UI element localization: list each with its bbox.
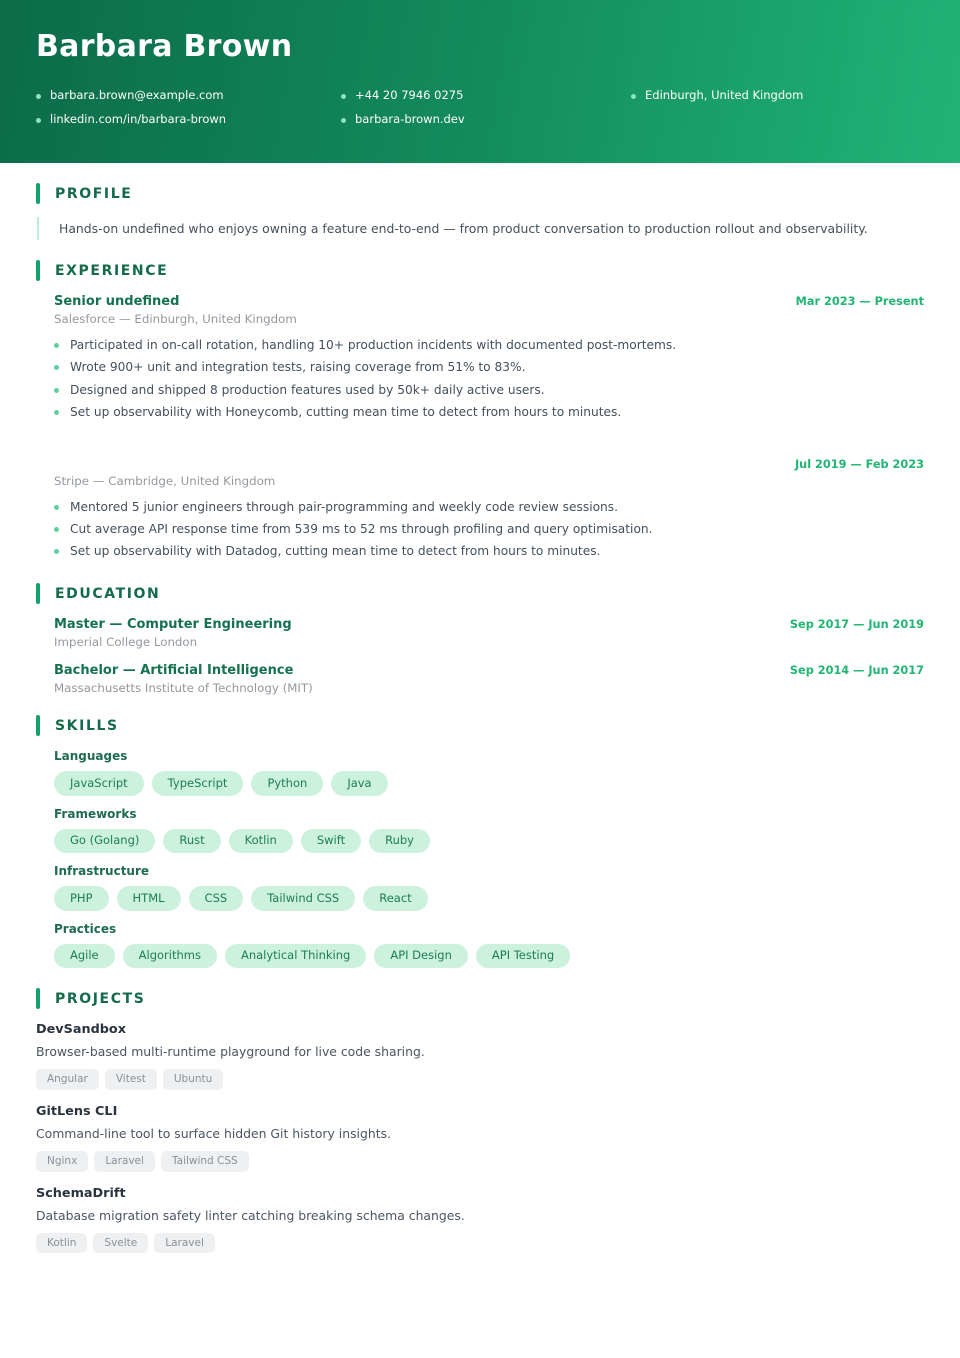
project-tag: Angular xyxy=(36,1069,99,1090)
project-tag: Ubuntu xyxy=(163,1069,223,1090)
experience-header-row xyxy=(54,458,924,471)
experience-bullet xyxy=(54,402,924,424)
project-item xyxy=(36,1104,924,1172)
experience-date-range: Jul 2019 — Feb 2023 xyxy=(794,457,924,471)
contact-item[interactable] xyxy=(341,114,631,126)
skill-pill: Go (Golang) xyxy=(54,829,155,854)
experience-bullet-list xyxy=(54,334,924,424)
section-title-profile: PROFILE xyxy=(55,185,133,202)
bullet-dot-icon xyxy=(54,365,59,370)
contact-text: Edinburgh, United Kingdom xyxy=(645,88,804,103)
section-title-projects: PROJECTS xyxy=(55,990,146,1007)
skill-group-label: Frameworks xyxy=(54,806,137,821)
skill-pill-row xyxy=(54,829,924,854)
experience-item xyxy=(36,458,924,563)
skill-group xyxy=(54,864,924,911)
bullet-text: Set up observability with Honeycomb, cutting mean time to detect from hours to minutes. xyxy=(70,405,622,420)
experience-spacer xyxy=(36,430,924,458)
skill-pill: React xyxy=(363,886,427,911)
education-header-row xyxy=(54,617,924,632)
project-tag: Laravel xyxy=(94,1151,155,1172)
contact-item[interactable] xyxy=(36,114,341,126)
experience-company-location: Stripe — Cambridge, United Kingdom xyxy=(54,473,276,488)
bullet-dot-icon xyxy=(54,527,59,532)
projects-list xyxy=(36,1022,924,1253)
skill-group-label: Infrastructure xyxy=(54,864,150,879)
project-description: Command-line tool to surface hidden Git history insights. xyxy=(36,1125,391,1141)
skill-group xyxy=(54,807,924,854)
skill-pill-row xyxy=(54,886,924,911)
project-tag: Kotlin xyxy=(36,1233,87,1254)
skill-pill-row xyxy=(54,944,924,969)
experience-bullet xyxy=(54,518,924,540)
skill-pill: Rust xyxy=(163,829,220,854)
education-list xyxy=(36,617,924,695)
bullet-text: Mentored 5 junior engineers through pair-programming and weekly code review sessions. xyxy=(70,499,618,514)
education-date-range: Sep 2014 — Jun 2017 xyxy=(789,664,924,678)
section-projects xyxy=(36,988,924,1253)
project-tag-row xyxy=(36,1233,924,1254)
skill-pill-row xyxy=(54,771,924,796)
contact-text: +44 20 7946 0275 xyxy=(355,88,464,103)
contact-text: barbara.brown@example.com xyxy=(50,88,224,103)
experience-list xyxy=(36,294,924,563)
education-school: Massachusetts Institute of Technology (MIT) xyxy=(54,681,313,696)
education-heading-row xyxy=(36,583,924,604)
section-experience xyxy=(36,260,924,563)
skill-pill: Ruby xyxy=(369,829,430,854)
skill-pill: Agile xyxy=(54,944,115,969)
experience-item xyxy=(36,294,924,424)
experience-bullet-list xyxy=(54,496,924,563)
education-item xyxy=(36,617,924,649)
skill-pill: Kotlin xyxy=(229,829,293,854)
skill-pill: JavaScript xyxy=(54,771,144,796)
project-tag-row xyxy=(36,1069,924,1090)
experience-bullet xyxy=(54,496,924,518)
skill-pill: CSS xyxy=(189,886,244,911)
contact-item[interactable] xyxy=(36,90,341,102)
profile-summary-text: Hands-on undefined who enjoys owning a feature end-to-end — from product conversation to production rollout and observability. xyxy=(59,221,868,236)
bullet-dot-icon xyxy=(341,94,346,99)
bullet-dot-icon xyxy=(54,388,59,393)
section-title-experience: EXPERIENCE xyxy=(55,262,169,279)
contact-item[interactable] xyxy=(631,90,924,102)
skill-pill: API Design xyxy=(374,944,468,969)
project-tag: Vitest xyxy=(105,1069,157,1090)
skill-pill: Java xyxy=(331,771,387,796)
skills-groups xyxy=(36,749,924,968)
skill-pill: Swift xyxy=(301,829,361,854)
bullet-text: Set up observability with Datadog, cutting mean time to detect from hours to minutes. xyxy=(70,544,601,559)
project-description: Database migration safety linter catching breaking schema changes. xyxy=(36,1207,465,1223)
projects-heading-row xyxy=(36,988,924,1009)
skills-heading-row xyxy=(36,715,924,736)
skill-group-label: Languages xyxy=(54,749,128,764)
skill-group xyxy=(54,749,924,796)
education-header-row xyxy=(54,663,924,678)
skill-pill: HTML xyxy=(117,886,181,911)
project-title: DevSandbox xyxy=(36,1022,126,1038)
experience-bullet xyxy=(54,334,924,356)
section-education xyxy=(36,583,924,695)
skill-pill: Algorithms xyxy=(123,944,217,969)
project-item xyxy=(36,1022,924,1090)
section-title-education: EDUCATION xyxy=(55,585,161,602)
contact-list xyxy=(36,84,924,132)
bullet-dot-icon xyxy=(36,118,41,123)
experience-role: Senior undefined xyxy=(54,294,180,310)
experience-heading-row xyxy=(36,260,924,281)
bullet-text: Cut average API response time from 539 ms to 52 ms through profiling and query optimisation. xyxy=(70,522,653,536)
skill-group xyxy=(54,922,924,969)
project-tag: Svelte xyxy=(93,1233,148,1254)
skill-pill: API Testing xyxy=(476,944,570,969)
bullet-dot-icon xyxy=(631,94,636,99)
bullet-text: Participated in on-call rotation, handling 10+ production incidents with documented post-mortems. xyxy=(70,337,677,352)
experience-date-range: Mar 2023 — Present xyxy=(795,295,924,309)
profile-heading-row xyxy=(36,183,924,204)
skill-pill: TypeScript xyxy=(152,771,244,796)
contact-text: linkedin.com/in/barbara-brown xyxy=(50,112,227,127)
bullet-dot-icon xyxy=(54,410,59,415)
profile-block xyxy=(37,217,924,240)
resume-header xyxy=(0,0,960,163)
project-tag: Laravel xyxy=(154,1233,215,1254)
bullet-text: Wrote 900+ unit and integration tests, raising coverage from 51% to 83%. xyxy=(70,360,526,375)
skill-pill: PHP xyxy=(54,886,109,911)
bullet-dot-icon xyxy=(54,549,59,554)
project-item xyxy=(36,1186,924,1254)
education-item xyxy=(36,663,924,695)
project-title: SchemaDrift xyxy=(36,1185,126,1201)
project-tag: Nginx xyxy=(36,1151,88,1172)
contact-text: barbara-brown.dev xyxy=(355,112,465,127)
project-tag: Tailwind CSS xyxy=(161,1151,249,1172)
education-degree: Bachelor — Artificial Intelligence xyxy=(54,663,294,679)
project-tag-row xyxy=(36,1151,924,1172)
project-description: Browser-based multi-runtime playground for live code sharing. xyxy=(36,1044,425,1060)
skill-pill: Analytical Thinking xyxy=(225,944,366,969)
candidate-name: Barbara Brown xyxy=(36,29,293,64)
section-title-skills: SKILLS xyxy=(55,717,119,734)
bullet-dot-icon xyxy=(36,94,41,99)
education-degree: Master — Computer Engineering xyxy=(54,617,292,633)
contact-item[interactable] xyxy=(341,90,631,102)
project-title: GitLens CLI xyxy=(36,1103,118,1119)
experience-company-location: Salesforce — Edinburgh, United Kingdom xyxy=(54,312,297,327)
skill-pill: Tailwind CSS xyxy=(251,886,355,911)
bullet-text: Designed and shipped 8 production features used by 50k+ daily active users. xyxy=(70,382,545,397)
experience-bullet xyxy=(54,357,924,379)
resume-body xyxy=(0,183,960,1295)
section-skills xyxy=(36,715,924,968)
education-school: Imperial College London xyxy=(54,635,198,650)
experience-header-row xyxy=(54,294,924,309)
section-profile xyxy=(36,183,924,240)
bullet-dot-icon xyxy=(54,343,59,348)
bullet-dot-icon xyxy=(54,505,59,510)
skill-group-label: Practices xyxy=(54,921,117,936)
education-date-range: Sep 2017 — Jun 2019 xyxy=(789,618,924,632)
experience-bullet xyxy=(54,379,924,401)
bullet-dot-icon xyxy=(341,118,346,123)
experience-bullet xyxy=(54,541,924,563)
skill-pill: Python xyxy=(251,771,323,796)
